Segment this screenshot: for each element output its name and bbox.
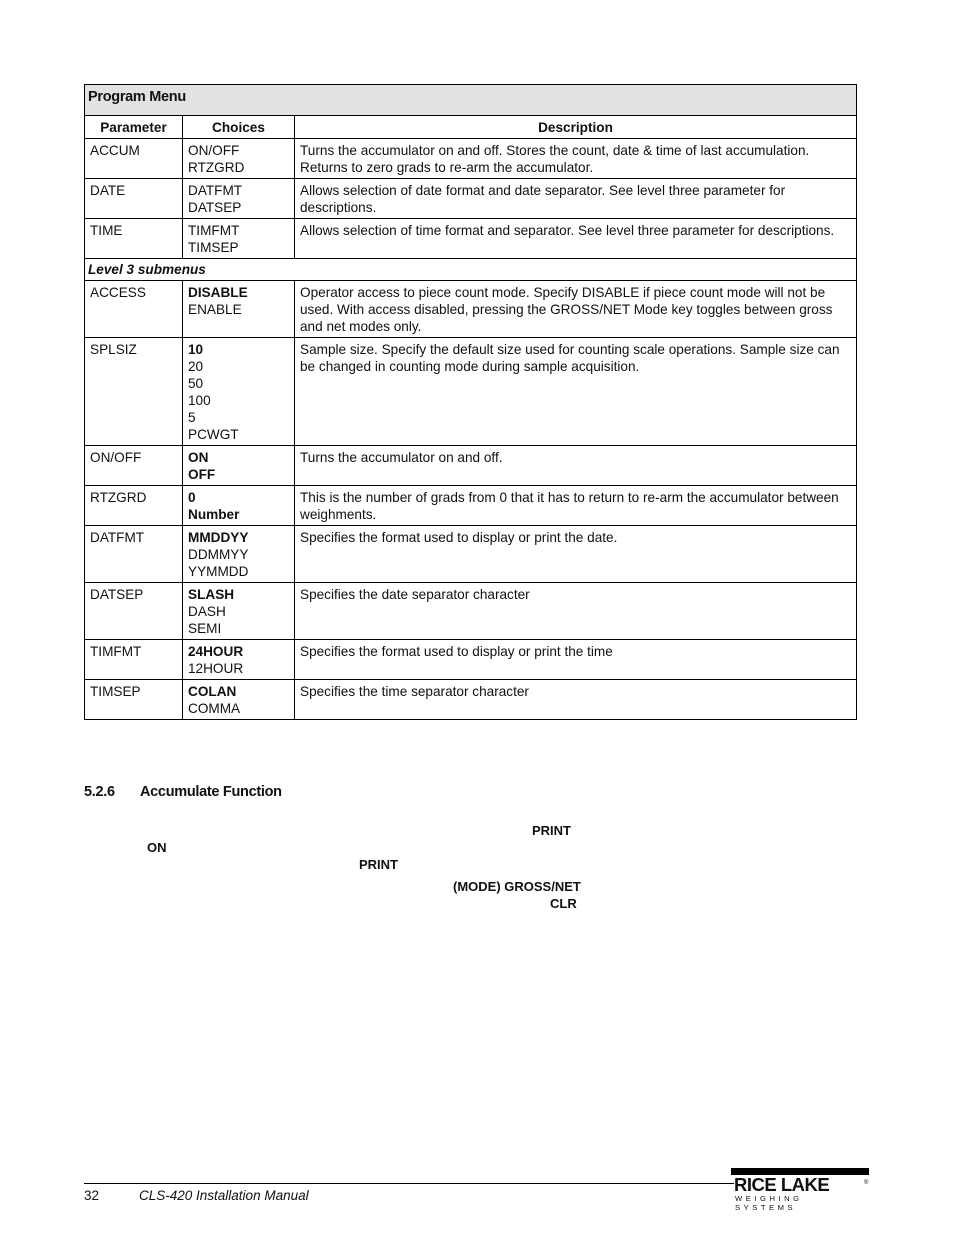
default-choice: COLAN <box>188 684 237 699</box>
parameter-cell: ON/OFF <box>85 446 183 486</box>
footer-doc-title: CLS-420 Installation Manual <box>139 1188 309 1203</box>
choices-cell <box>183 446 295 486</box>
parameter-cell: RTZGRD <box>85 486 183 526</box>
section-heading <box>84 784 282 800</box>
choice-option: TIMSEP <box>188 240 239 255</box>
parameter-cell: TIMSEP <box>85 680 183 720</box>
description-cell: Specifies the date separator character <box>295 583 857 640</box>
choice-option: SEMI <box>188 621 222 636</box>
table-row <box>85 526 857 583</box>
footer-page-number: 32 <box>84 1188 100 1203</box>
default-choice: 24HOUR <box>188 644 244 659</box>
default-choice: SLASH <box>188 587 235 602</box>
table-row <box>85 486 857 526</box>
parameter-cell: DATE <box>85 179 183 219</box>
choices-cell <box>183 640 295 680</box>
choice-option: 5 <box>188 410 196 425</box>
default-choice: Number <box>188 507 240 522</box>
parameter-cell: TIMFMT <box>85 640 183 680</box>
table-body-top <box>85 139 857 259</box>
column-header-choices: Choices <box>183 116 295 139</box>
rice-lake-logo <box>731 1168 869 1212</box>
table-subheading: Level 3 submenus <box>85 259 857 281</box>
description-cell: Sample size. Specify the default size used for counting scale operations. Sample size can be changed in counting mode during sample acquisition. <box>295 338 857 446</box>
choices-cell <box>183 486 295 526</box>
choices-cell <box>183 179 295 219</box>
choice-option: DDMMYY <box>188 547 249 562</box>
description-cell: Specifies the format used to display or print the date. <box>295 526 857 583</box>
table-row <box>85 640 857 680</box>
parameter-cell: DATFMT <box>85 526 183 583</box>
choice-option: TIMFMT <box>188 223 240 238</box>
section-number: 5.2.6 <box>84 784 115 800</box>
choice-option: ON/OFF <box>188 143 240 158</box>
choice-option: PCWGT <box>188 427 239 442</box>
description-cell: Allows selection of time format and separator. See level three parameter for descriptions. <box>295 219 857 259</box>
choices-cell <box>183 219 295 259</box>
choice-option: DASH <box>188 604 226 619</box>
fragment-on: ON <box>147 840 167 855</box>
table-row <box>85 583 857 640</box>
default-choice: 0 <box>188 490 196 505</box>
program-menu-table-container <box>84 84 856 720</box>
table-body-level3 <box>85 281 857 720</box>
fragment-print-key-2: PRINT <box>359 857 398 872</box>
logo-wordmark: RICE LAKE <box>734 1174 830 1195</box>
parameter-cell: ACCUM <box>85 139 183 179</box>
table-subheading-group <box>85 259 857 281</box>
parameter-cell: SPLSIZ <box>85 338 183 446</box>
choice-option: RTZGRD <box>188 160 245 175</box>
choice-option: ENABLE <box>188 302 242 317</box>
choice-option: 50 <box>188 376 204 391</box>
choice-option: COMMA <box>188 701 241 716</box>
choices-cell <box>183 338 295 446</box>
table-row <box>85 281 857 338</box>
footer-rule <box>84 1183 734 1184</box>
description-cell: Specifies the format used to display or print the time <box>295 640 857 680</box>
fragment-print-key: PRINT <box>532 823 571 838</box>
fragment-clr-key: CLR <box>550 896 577 911</box>
default-choice: OFF <box>188 467 216 482</box>
choice-option: 20 <box>188 359 204 374</box>
table-row <box>85 446 857 486</box>
choice-option: DATSEP <box>188 200 242 215</box>
column-header-parameter: Parameter <box>85 116 183 139</box>
default-choice: 10 <box>188 342 204 357</box>
choices-cell <box>183 526 295 583</box>
choices-cell <box>183 281 295 338</box>
table-title: Program Menu <box>85 85 857 116</box>
choice-option: 100 <box>188 393 211 408</box>
table-row <box>85 179 857 219</box>
parameter-cell: DATSEP <box>85 583 183 640</box>
description-cell: This is the number of grads from 0 that it has to return to re-arm the accumulator between weighments. <box>295 486 857 526</box>
description-cell: Allows selection of date format and date separator. See level three parameter for descriptions. <box>295 179 857 219</box>
fragment-gross-net-key: (MODE) GROSS/NET <box>453 879 581 894</box>
choice-option: DATFMT <box>188 183 243 198</box>
choice-option: 12HOUR <box>188 661 244 676</box>
choices-cell <box>183 680 295 720</box>
description-cell: Operator access to piece count mode. Specify DISABLE if piece count mode will not be used. With access disabled, pressing the GROSS/NET Mode key toggles between gross and net modes only. <box>295 281 857 338</box>
choice-option: YYMMDD <box>188 564 249 579</box>
default-choice: ON <box>188 450 209 465</box>
program-menu-table <box>84 84 857 720</box>
section-title: Accumulate Function <box>140 784 282 800</box>
choices-cell <box>183 139 295 179</box>
table-row <box>85 219 857 259</box>
logo-tagline: WEIGHING SYSTEMS <box>735 1194 803 1212</box>
description-cell: Turns the accumulator on and off. Stores the count, date & time of last accumulation. Returns to zero grads to re-arm the accumulator. <box>295 139 857 179</box>
column-header-description: Description <box>295 116 857 139</box>
table-row <box>85 139 857 179</box>
default-choice: DISABLE <box>188 285 248 300</box>
choices-cell <box>183 583 295 640</box>
parameter-cell: TIME <box>85 219 183 259</box>
parameter-cell: ACCESS <box>85 281 183 338</box>
default-choice: MMDDYY <box>188 530 249 545</box>
table-row <box>85 338 857 446</box>
description-cell: Specifies the time separator character <box>295 680 857 720</box>
description-cell: Turns the accumulator on and off. <box>295 446 857 486</box>
table-row <box>85 680 857 720</box>
logo-registered-mark: ® <box>864 1180 869 1186</box>
